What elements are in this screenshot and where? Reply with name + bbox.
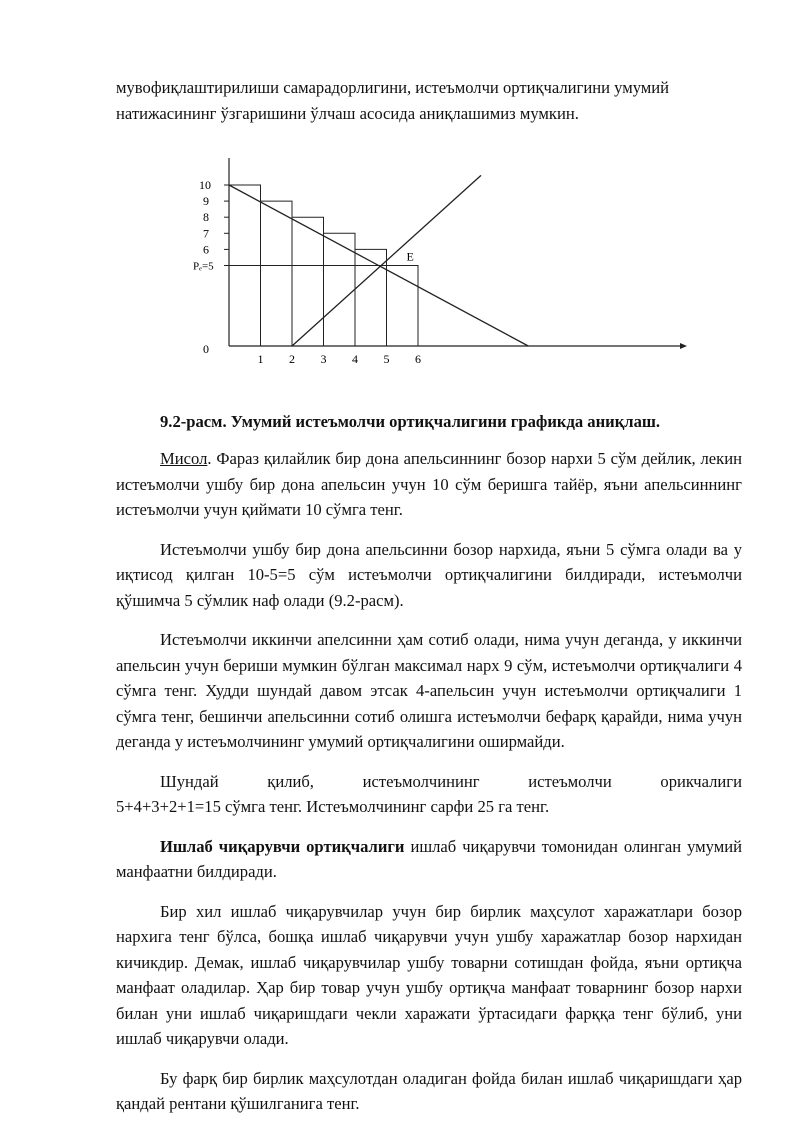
equilibrium-price-label: Pₑ=5 [193, 260, 214, 273]
paragraph-5-rest: ишлаб чиқарувчи томонидан олинган умумий манфаатни билдиради. [116, 836, 742, 881]
y-tick-label-0: 0 [203, 342, 209, 356]
intro-paragraph: мувофиқлаштирилиши самарадорлигини, истеъмолчи ортиқчалигини умумий натижасининг ўзгаришини ўлчаш асосида аниқлашимиз мумкин. [116, 78, 670, 123]
y-tick-label: 6 [203, 242, 209, 257]
paragraph-4 [116, 769, 742, 820]
body-text [116, 446, 742, 1131]
paragraph-5 [116, 834, 742, 885]
paragraph-6: Бир хил ишлаб чиқарувчилар учун бир бирлик маҳсулот харажатлари бозор нархига тенг бўлса, бошқа ишлаб чиқарувчи учун ушбу харажатлар бозор нархидан кичикдир. Демак, ишлаб чиқарувчилар ушбу товарни сотишдан фойда, яъни ортиқча манфаат оладилар. Ҳар бир товар учун ушбу ортиқча манфаат товарнинг бозор нархи билан уни ишлаб чиқаришдаги чекли харажати ўртасидаги фарққа тенг бўлиб, уни ишлаб чиқарувчи олади. [116, 901, 742, 1048]
example-text: . Фараз қилайлик бир дона апельсиннинг бозор нархи 5 сўм дейлик, лекин истеъмолчи ушбу бир дона апельсин учун 10 сўм беришга тайёр, яъни апельсиннинг истеъмолчи учун қиймати 10 сўмга тенг. [116, 449, 742, 519]
x-tick-label: 4 [352, 352, 358, 366]
y-tick-label: 10 [199, 178, 211, 192]
paragraph-7: Бу фарқ бир бирлик маҳсулотдан оладиган фойда билан ишлаб чиқаришдаги ҳар қандай рентани қўшилганига тенг. [116, 1068, 742, 1113]
y-tick-label: 7 [203, 226, 209, 241]
paragraph-4-line-2: 5+4+3+2+1=15 сўмга тенг. Истеъмолчининг сарфи 25 га тенг. [116, 797, 550, 816]
equilibrium-point-label: E [406, 249, 414, 264]
x-tick-label: 1 [257, 352, 264, 366]
example-paragraph [116, 446, 742, 523]
example-label: Мисол [160, 449, 208, 468]
figure-caption: 9.2-расм. Умумий истеъмолчи ортиқчалигини графикда аниқлаш. [160, 412, 661, 431]
y-tick-label: 8 [203, 210, 209, 225]
x-tick-label: 3 [320, 352, 327, 366]
consumer-surplus-chart [190, 150, 690, 375]
x-tick-label: 2 [289, 352, 295, 366]
x-tick-label: 5 [383, 352, 390, 366]
x-tick-label: 6 [415, 352, 421, 366]
producer-surplus-term: Ишлаб чиқарувчи ортиқчалиги [160, 836, 405, 856]
demand-step-3 [292, 217, 324, 346]
y-tick-label: 9 [203, 194, 209, 209]
paragraph-3: Истеъмолчи иккинчи апелсинни ҳам сотиб олади, нима учун деганда, у иккинчи апельсин учун бериши мумкин бўлган максимал нарх 9 сўм, истеъмолчи ортиқчалиги 4 сўмга тенг. Худди шундай давом этсак 4-апельсин учун истеъмолчи ортиқчалиги 1 сўмга тенг, бешинчи апельсинни сотиб олишга истеъмолчи бефарқ қарайди, нима учун деганда у истеъмолчининг умумий ортиқчалигини оширмайди. [116, 630, 742, 751]
x-axis-arrow [680, 343, 687, 349]
demand-step-5 [355, 249, 387, 346]
paragraph-4-line-1: Шундай қилиб, истеъмолчининг истеъмолчи орикчалиги [160, 771, 742, 791]
demand-step-2 [261, 201, 293, 346]
paragraph-2: Истеъмолчи ушбу бир дона апельсинни бозор нархида, яъни 5 сўмга олади ва у иқтисод қилган 10-5=5 сўм истеъмолчи ортиқчалигини билдиради, истеъмолчи қўшимча 5 сўмлик наф олади (9.2-расм). [116, 539, 742, 610]
